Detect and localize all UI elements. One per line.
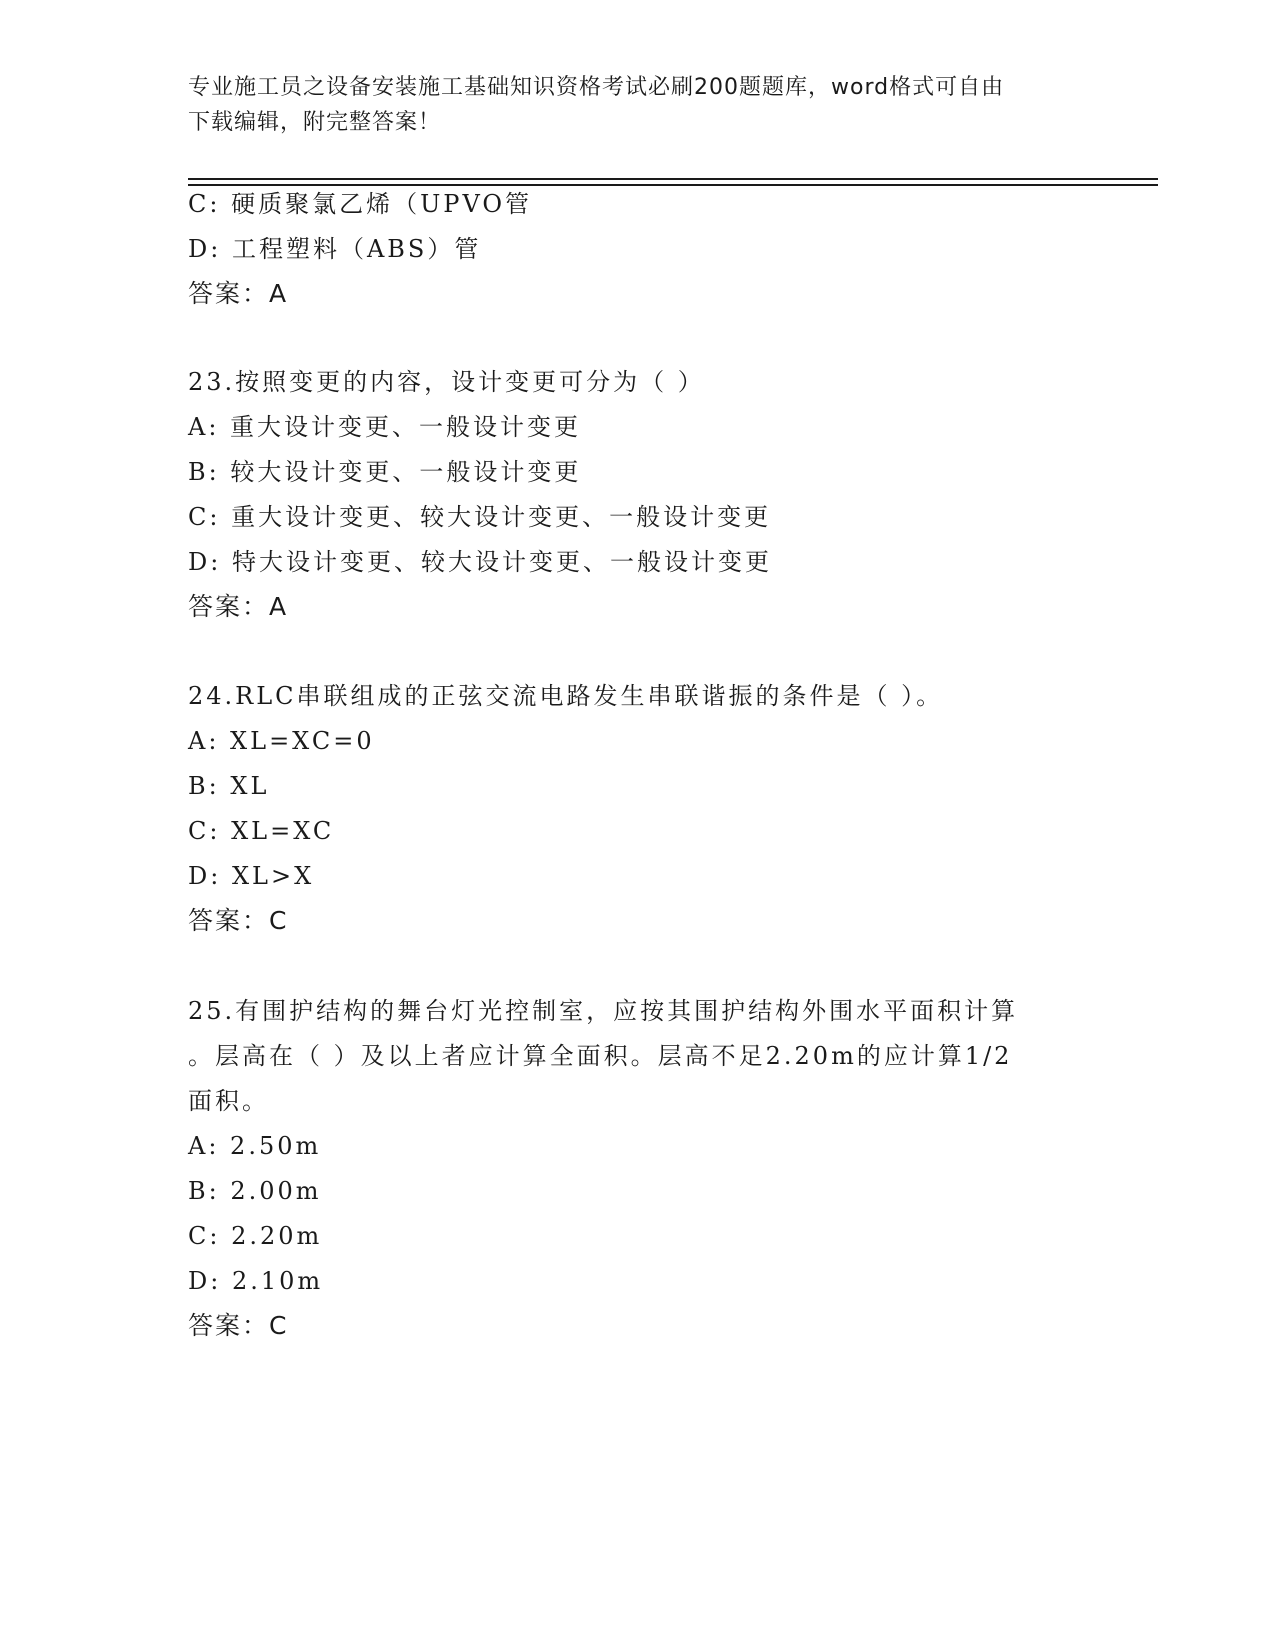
q25-stem-line-3: 面积。	[188, 1087, 269, 1115]
q24-stem: 24.RLC串联组成的正弦交流电路发生串联谐振的条件是（ ）。	[188, 682, 944, 710]
q22-answer: 答案：A	[188, 279, 289, 308]
q25-option-d: D: 2.10m	[188, 1267, 324, 1295]
q25-option-c: C: 2.20m	[188, 1222, 323, 1250]
q24-option-a: A: XL=XC=0	[188, 727, 375, 755]
q23-option-d: D: 特大设计变更、较大设计变更、一般设计变更	[188, 548, 772, 576]
q25-stem-line-1: 25.有围护结构的舞台灯光控制室，应按其围护结构外围水平面积计算	[188, 997, 1019, 1025]
q24-option-b: B: XL	[188, 772, 270, 800]
header-title-line-2: 下载编辑，附完整答案！	[188, 110, 442, 135]
q23-answer: 答案：A	[188, 592, 289, 621]
q25-answer: 答案：C	[188, 1311, 289, 1340]
document-header	[188, 70, 1088, 140]
q23-option-b: B: 较大设计变更、一般设计变更	[188, 458, 582, 486]
q25-stem-line-2: 。层高在（ ）及以上者应计算全面积。层高不足2.20m的应计算1/2	[188, 1042, 1013, 1070]
q25-option-a: A: 2.50m	[188, 1132, 322, 1160]
q24-option-c: C: XL=XC	[188, 817, 335, 845]
q24-option-d: D: XL>X	[188, 862, 315, 890]
header-title-line-1: 专业施工员之设备安装施工基础知识资格考试必刷200题题库，word格式可自由	[188, 75, 1005, 100]
q24-answer: 答案：C	[188, 906, 289, 935]
q23-stem: 23.按照变更的内容，设计变更可分为（ ）	[188, 368, 705, 396]
header-divider-top	[188, 178, 1158, 180]
q25-option-b: B: 2.00m	[188, 1177, 322, 1205]
q22-option-d: D: 工程塑料（ABS）管	[188, 235, 482, 263]
q23-option-c: C: 重大设计变更、较大设计变更、一般设计变更	[188, 503, 772, 531]
q23-option-a: A: 重大设计变更、一般设计变更	[188, 413, 582, 441]
q22-option-c: C: 硬质聚氯乙烯（UPVO管	[188, 190, 533, 218]
